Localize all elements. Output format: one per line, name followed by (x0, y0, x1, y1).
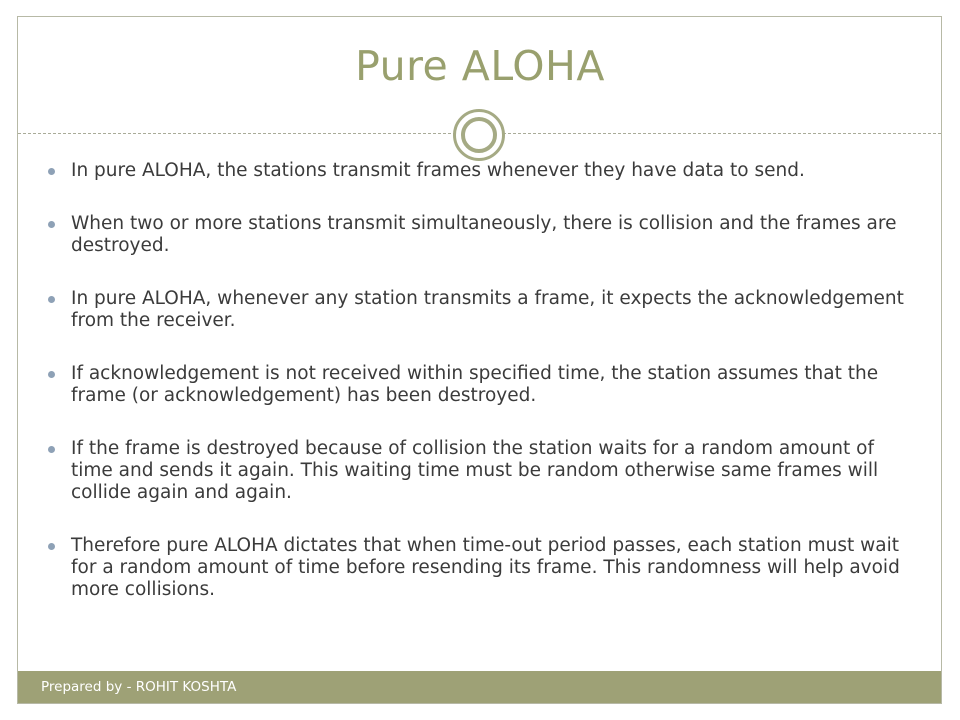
footer-bar (18, 671, 941, 703)
round-bullet-icon (48, 543, 55, 550)
bullet-text: If acknowledgement is not received within specified time, the station assumes that the frame (or acknowledgement) has been destroyed. (71, 363, 879, 406)
bullet-text: If the frame is destroyed because of collision the station waits for a random amount of time and sends it again. This waiting time must be random otherwise same frames will collide again and again. (71, 438, 879, 503)
bullet-item (48, 288, 908, 332)
bullet-item (48, 213, 908, 257)
slide-title: Pure ALOHA (355, 42, 605, 90)
bullet-text: In pure ALOHA, whenever any station transmits a frame, it expects the acknowledgement from the receiver. (71, 288, 904, 331)
bullet-item (48, 160, 908, 182)
double-ring-icon (453, 109, 505, 161)
bullet-item (48, 363, 908, 407)
round-bullet-icon (48, 296, 55, 303)
inner-ring (461, 117, 497, 153)
bullet-item (48, 535, 908, 601)
bullet-item (48, 438, 908, 504)
bullet-text: When two or more stations transmit simultaneously, there is collision and the frames are destroyed. (71, 213, 897, 256)
round-bullet-icon (48, 168, 55, 175)
bullet-text: In pure ALOHA, the stations transmit frames whenever they have data to send. (71, 160, 805, 181)
bullet-text: Therefore pure ALOHA dictates that when time-out period passes, each station must wait for a random amount of time before resending its frame. This randomness will help avoid more collisions. (71, 535, 900, 600)
round-bullet-icon (48, 371, 55, 378)
footer-credit: Prepared by - ROHIT KOSHTA (41, 679, 237, 695)
bullet-list (48, 160, 908, 632)
round-bullet-icon (48, 446, 55, 453)
round-bullet-icon (48, 221, 55, 228)
